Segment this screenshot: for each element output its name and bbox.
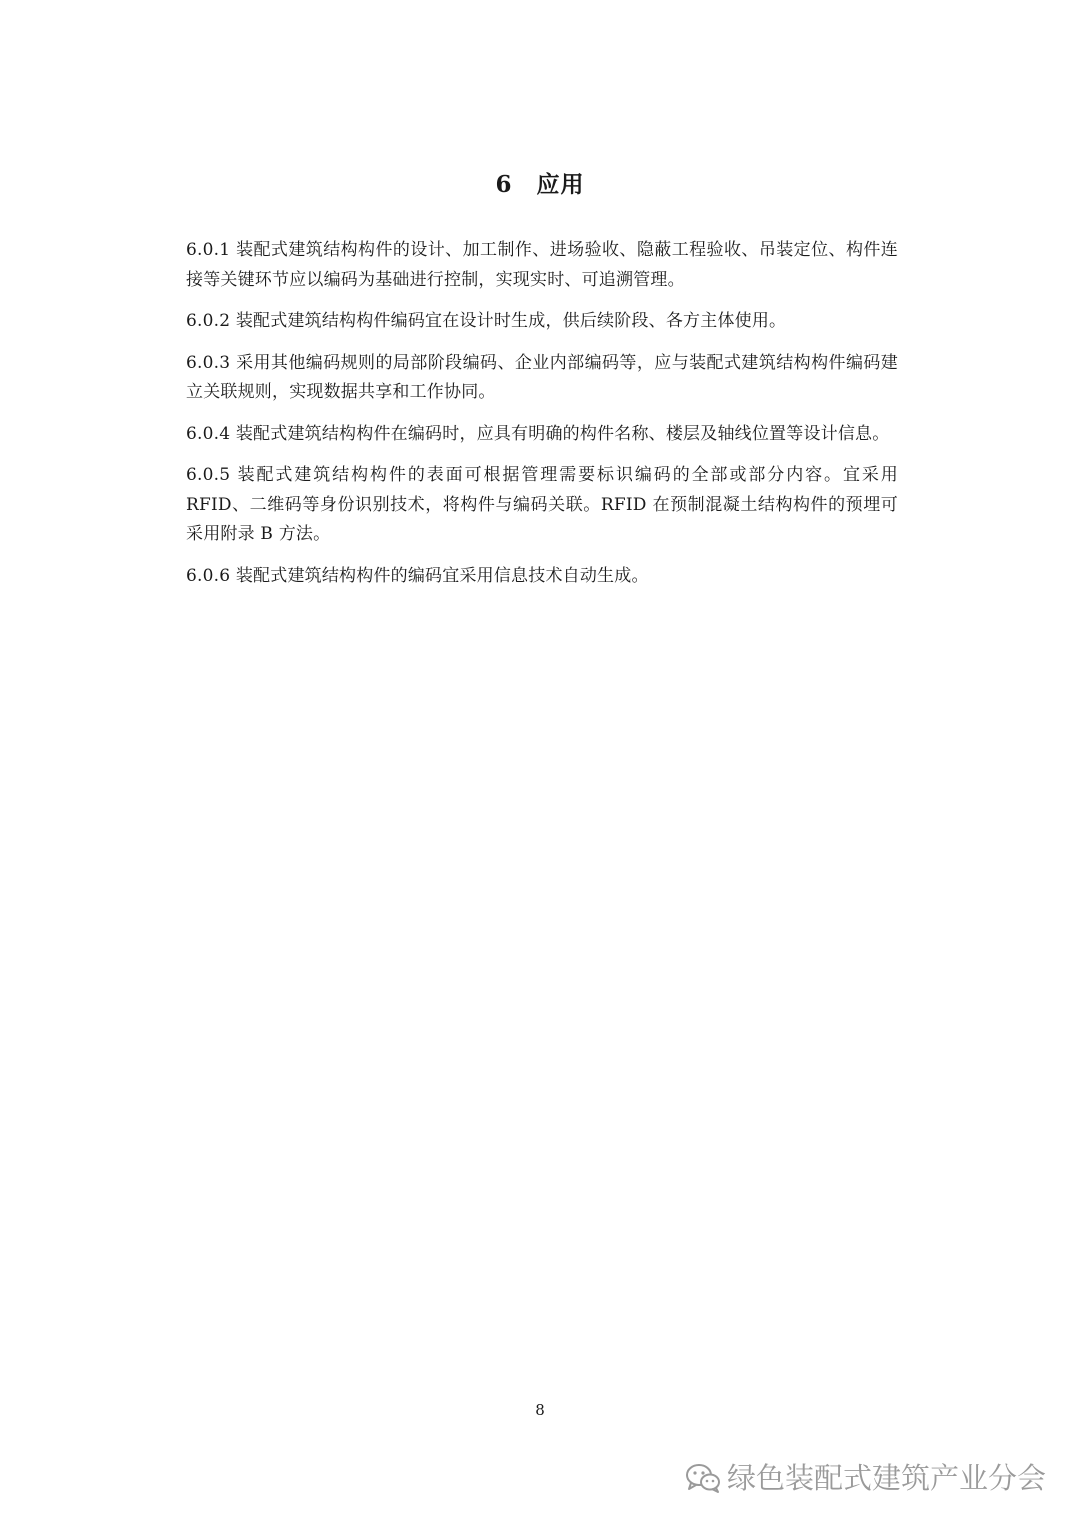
chapter-title [0, 168, 1080, 202]
clause-list [186, 236, 898, 603]
chapter-number: 6 [495, 171, 513, 198]
clause-6-0-6: 6.0.6 装配式建筑结构构件的编码宜采用信息技术自动生成。 [186, 565, 649, 586]
clause-6-0-2: 6.0.2 装配式建筑结构构件编码宜在设计时生成，供后续阶段、各方主体使用。 [186, 311, 787, 331]
page-number: 8 [535, 1401, 545, 1419]
clause-6-0-1: 6.0.1 装配式建筑结构构件的设计、加工制作、进场验收、隐蔽工程验收、吊装定位、构件连接等关键环节应以编码为基础进行控制，实现实时、可追溯管理。 [186, 240, 898, 290]
source-watermark [685, 1458, 1046, 1498]
wechat-icon [685, 1462, 721, 1494]
clause-6-0-3: 6.0.3 采用其他编码规则的局部阶段编码、企业内部编码等，应与装配式建筑结构构件编码建立关联规则，实现数据共享和工作协同。 [186, 352, 898, 402]
chapter-title-text: 应用 [536, 171, 585, 198]
watermark-text: 绿色装配式建筑产业分会 [726, 1461, 1046, 1495]
clause-6-0-4: 6.0.4 装配式建筑结构构件在编码时，应具有明确的构件名称、楼层及轴线位置等设计信息。 [186, 423, 890, 444]
clause-6-0-5: 6.0.5 装配式建筑结构构件的表面可根据管理需要标识编码的全部或部分内容。宜采用RFID、二维码等身份识别技术，将构件与编码关联。RFID 在预制混凝土结构构件的预埋可采用附录 B 方法。 [186, 465, 898, 544]
